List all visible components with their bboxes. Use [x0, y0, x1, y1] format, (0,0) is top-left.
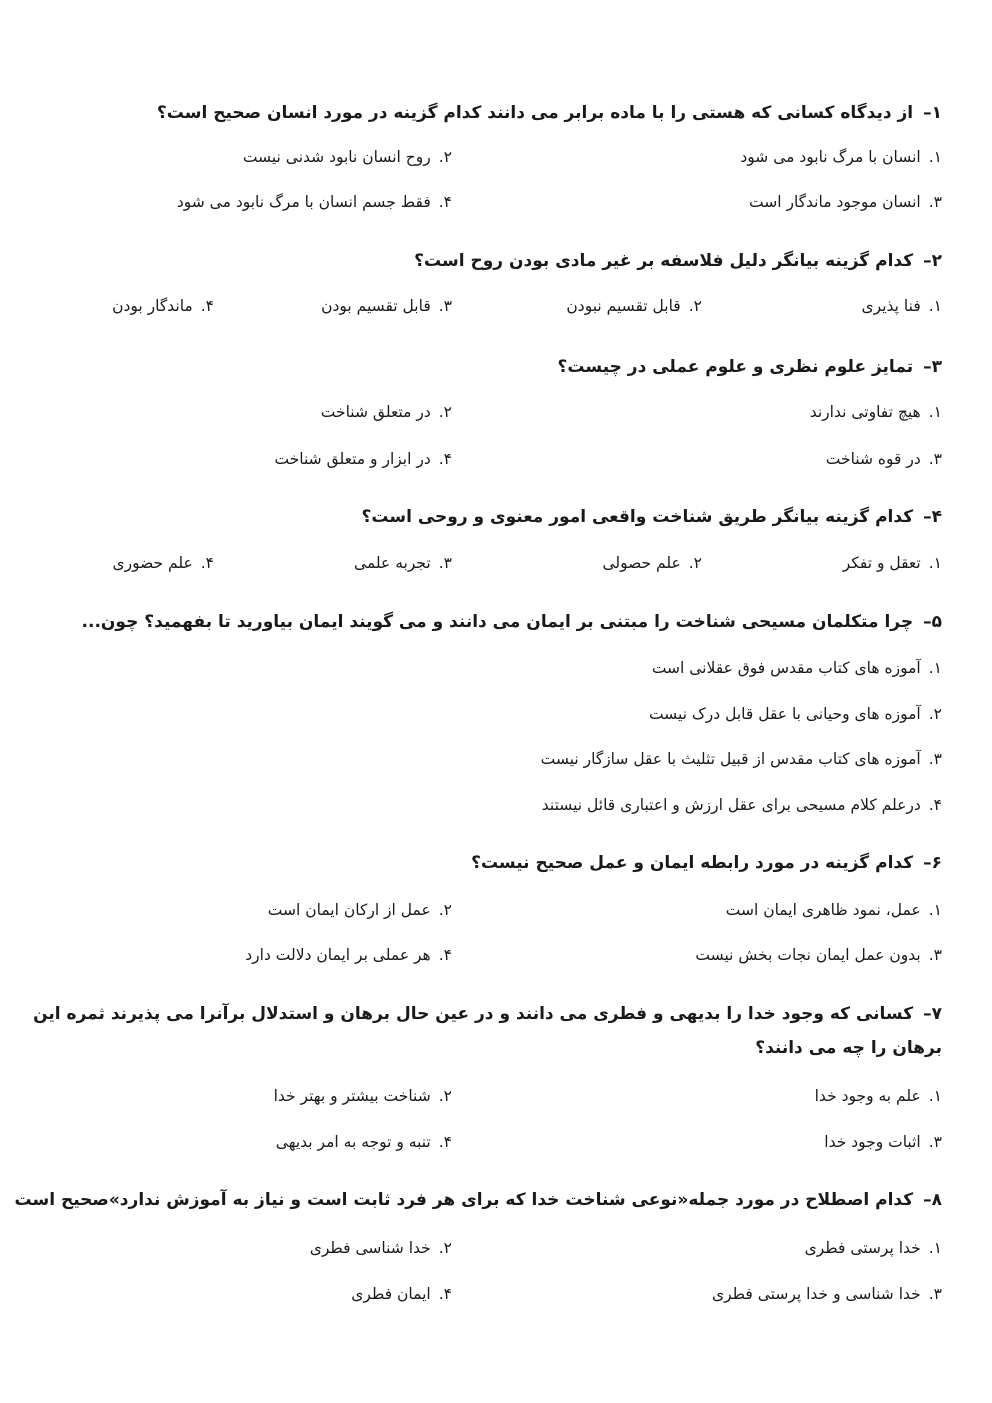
item-text: ماندگار بودن [112, 297, 193, 315]
item-number: ۱. [928, 1087, 942, 1105]
item-text: بدون عمل ایمان نجات بخش نیست [695, 946, 921, 964]
option-8-4 [351, 1282, 452, 1306]
item-text: قابل تقسیم نبودن [566, 297, 681, 315]
item-text: خدا شناسی و خدا پرستی فطری [712, 1285, 921, 1303]
question-4 [20, 500, 942, 534]
option-7-4 [276, 1130, 452, 1154]
item-number: ۲. [688, 554, 702, 572]
item-text: هیچ تفاوتی ندارند [809, 403, 921, 421]
item-number: ۳. [928, 1133, 942, 1151]
item-number: ۱. [928, 297, 942, 315]
item-number: ۲. [438, 403, 452, 421]
option-5-4 [542, 793, 942, 817]
option-5-3 [541, 747, 942, 771]
option-4-2 [602, 551, 702, 575]
option-2-3 [321, 294, 452, 318]
item-text: کدام گزینه بیانگر دلیل فلاسفه بر غیر مادی بودن روح است؟ [414, 251, 914, 271]
option-6-2 [268, 898, 452, 922]
item-text: کدام گزینه بیانگر طریق شناخت واقعی امور معنوی و روحی است؟ [361, 507, 914, 527]
question-text: از دیدگاه کسانی که هستی را با ماده برابر می دانند کدام گزینه در مورد انسان صحیح است؟ [156, 103, 914, 123]
item-text: تنبه و توجه به امر بدیهی [275, 1133, 431, 1151]
option-2-1 [862, 294, 942, 318]
item-text: اثبات وجود خدا [824, 1133, 921, 1151]
question-8 [14, 1183, 942, 1217]
item-text: علم به وجود خدا [814, 1087, 921, 1105]
question-7 [14, 997, 942, 1065]
item-number: ۵– [923, 612, 942, 632]
item-number: ۲. [438, 148, 452, 166]
item-number: ۲. [688, 297, 702, 315]
item-text: عمل، نمود ظاهری ایمان است [725, 901, 921, 919]
item-text: در متعلق شناخت [320, 403, 431, 421]
question-6 [20, 846, 942, 880]
option-3-2 [321, 400, 452, 424]
item-text: روح انسان نابود شدنی نیست [242, 148, 431, 166]
item-number: ۴. [438, 193, 452, 211]
item-text: انسان با مرگ نابود می شود [740, 148, 921, 166]
item-number: ۴. [438, 1285, 452, 1303]
item-text: آموزه های کتاب مقدس فوق عقلانی است [651, 659, 921, 677]
option-1-3 [749, 190, 942, 214]
item-number: ۷– [923, 1004, 942, 1024]
item-number: ۴. [438, 450, 452, 468]
item-text: تمایز علوم نظری و علوم عملی در چیست؟ [557, 357, 914, 377]
item-text: ایمان فطری [351, 1285, 431, 1303]
item-number: ۶– [923, 853, 942, 873]
item-number: ۳– [923, 357, 942, 377]
item-text: چرا متکلمان مسیحی شناخت را مبتنی بر ایمان می دانند و می گویند ایمان بیاورید تا بفهمید؟ چون... [81, 612, 914, 632]
item-number: ۲. [438, 1239, 452, 1257]
item-text: خدا شناسی فطری [309, 1239, 431, 1257]
option-3-1 [810, 400, 942, 424]
option-1-2 [243, 145, 452, 169]
item-number: ۳. [438, 297, 452, 315]
option-3-4 [274, 447, 452, 471]
option-2-2 [566, 294, 702, 318]
question-2 [20, 244, 942, 278]
option-8-3 [712, 1282, 942, 1306]
option-6-4 [245, 943, 452, 967]
option-3-3 [826, 447, 942, 471]
option-1-1 [740, 145, 942, 169]
option-7-1 [815, 1084, 942, 1108]
item-text: انسان موجود ماندگار است [749, 193, 921, 211]
item-text: علم حضوری [112, 554, 193, 572]
item-text: درعلم کلام مسیحی برای عقل ارزش و اعتباری قائل نیستند [541, 796, 921, 814]
item-number: ۴. [928, 796, 942, 814]
item-number: ۳. [438, 554, 452, 572]
item-number: ۱. [928, 659, 942, 677]
item-text: آموزه های وحیانی با عقل قابل درک نیست [648, 705, 921, 723]
option-8-2 [310, 1236, 452, 1260]
item-number: ۳. [928, 946, 942, 964]
item-number: ۴– [923, 507, 942, 527]
item-number: ۲. [928, 705, 942, 723]
item-text: خدا پرستی فطری [804, 1239, 921, 1257]
option-6-3 [695, 943, 942, 967]
option-4-3 [354, 551, 452, 575]
item-number: ۸– [923, 1190, 942, 1210]
item-number: ۲. [438, 1087, 452, 1105]
item-number: ۴. [438, 946, 452, 964]
option-4-1 [843, 551, 942, 575]
option-5-1 [652, 656, 942, 680]
question-3 [20, 350, 942, 384]
item-number: ۱. [928, 148, 942, 166]
option-6-1 [726, 898, 942, 922]
item-number: ۱– [923, 103, 942, 123]
item-number: ۳. [928, 1285, 942, 1303]
item-text: تعقل و تفکر [842, 554, 921, 572]
item-text: قابل تقسیم بودن [321, 297, 431, 315]
item-number: ۲. [438, 901, 452, 919]
item-text: تجربه علمی [354, 554, 431, 572]
item-number: ۳. [928, 193, 942, 211]
item-number: ۱. [928, 403, 942, 421]
item-number: ۱. [928, 1239, 942, 1257]
item-text: فقط جسم انسان با مرگ نابود می شود [176, 193, 431, 211]
question-1 [20, 96, 942, 130]
item-number: ۴. [438, 1133, 452, 1151]
item-text: آموزه های کتاب مقدس از قبیل تثلیث با عقل سازگار نیست [540, 750, 921, 768]
item-text: در قوه شناخت [825, 450, 921, 468]
option-7-2 [274, 1084, 452, 1108]
option-5-2 [649, 702, 942, 726]
item-text: کدام گزینه در مورد رابطه ایمان و عمل صحیح نیست؟ [471, 853, 914, 873]
option-4-4 [112, 551, 214, 575]
option-7-3 [824, 1130, 942, 1154]
question-5 [20, 605, 942, 639]
option-1-4 [177, 190, 452, 214]
option-2-4 [112, 294, 214, 318]
item-number: ۴. [200, 554, 214, 572]
item-text: عمل از ارکان ایمان است [267, 901, 431, 919]
item-number: ۳. [928, 450, 942, 468]
item-text: شناخت بیشتر و بهتر خدا [273, 1087, 431, 1105]
item-text: هر عملی بر ایمان دلالت دارد [245, 946, 431, 964]
item-number: ۱. [928, 554, 942, 572]
item-text: علم حصولی [602, 554, 681, 572]
option-8-1 [805, 1236, 942, 1260]
item-number: ۴. [200, 297, 214, 315]
item-text: کدام اصطلاح در مورد جمله«نوعی شناخت خدا که برای هر فرد ثابت است و نیاز به آموزش ندارد»صحیح است [14, 1190, 914, 1210]
item-number: ۲– [923, 251, 942, 271]
item-text: در ابزار و متعلق شناخت [274, 450, 431, 468]
item-text: کسانی که وجود خدا را بدیهی و فطری می دانند و در عین حال برهان و استدلال برآنرا می پذیرند ثمره این برهان را چه می دانند؟ [33, 1004, 942, 1058]
item-number: ۳. [928, 750, 942, 768]
item-text: فنا پذیری [861, 297, 921, 315]
item-number: ۱. [928, 901, 942, 919]
